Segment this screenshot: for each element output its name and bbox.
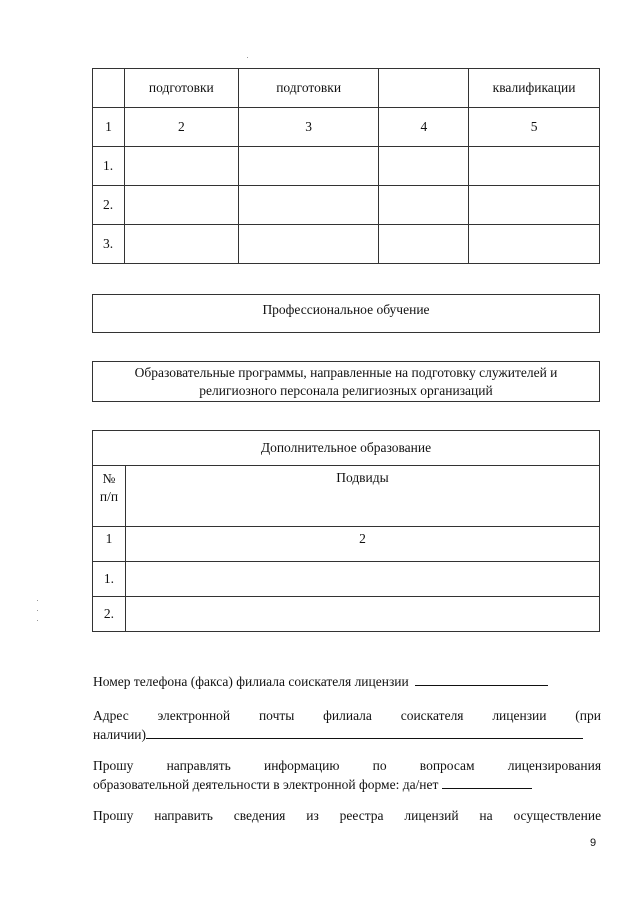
request-registry-word: осуществление [513,808,602,823]
table-cell [469,225,600,264]
table-cell [124,147,238,186]
religious-programs-line1: Образовательные программы, направленные на подготовку служителей и [134,365,558,380]
table-row [93,147,600,186]
table-numbering-row [93,108,600,147]
phone-label: Номер телефона (факса) филиала соискателя лицензии [93,674,409,689]
table-title-row [93,431,600,466]
request-registry-word: реестра [339,808,384,823]
request-info-word: информацию [263,758,340,773]
row-number: 1. [93,562,126,597]
table-cell [125,597,599,632]
table-header-cell: подготовки [238,69,379,108]
table-header-cell [379,69,469,108]
email-line2-label: наличии) [93,727,147,742]
additional-education-table [92,430,600,632]
programs-table [92,68,600,264]
additional-education-title: Дополнительное образование [93,431,600,466]
table-header-row [93,69,600,108]
professional-training-box [92,294,600,333]
email-word: (при [575,708,601,723]
email-word: почты [258,708,295,723]
table-numbering-row [93,527,600,562]
request-info-line2 [93,775,601,794]
table-cell: 1 [93,527,126,562]
table-header-cell: подготовки [124,69,238,108]
table-cell [125,562,599,597]
request-info-word: по [372,758,387,773]
table-cell: 2 [125,527,599,562]
request-registry-word: направить [154,808,213,823]
table-row [93,186,600,225]
scan-speck [37,600,38,601]
table-cell [124,186,238,225]
table-cell: 2 [124,108,238,147]
scan-speck [37,620,38,621]
request-registry-word: Прошу [93,808,134,823]
table-cell [379,186,469,225]
number-header-line2: п/п [99,489,119,504]
table-row [93,597,600,632]
table-cell [124,225,238,264]
row-number: 3. [93,225,125,264]
table-cell: 5 [469,108,600,147]
table-cell [238,186,379,225]
request-info-word: вопросам [419,758,475,773]
table-header-row [93,466,600,527]
table-cell: 4 [379,108,469,147]
table-row [93,225,600,264]
table-row [93,562,600,597]
request-info-word: лицензирования [507,758,602,773]
request-registry-word: сведения [233,808,286,823]
table-cell: 3 [238,108,379,147]
email-word: соискателя [400,708,464,723]
table-cell [238,147,379,186]
number-header [93,466,126,527]
request-registry-word: лицензий [404,808,459,823]
request-registry-line1 [93,806,601,825]
scan-speck [247,57,248,58]
table-header-cell: квалификации [469,69,600,108]
email-word: Адрес [93,708,129,723]
table-cell [379,225,469,264]
religious-programs-box [92,361,600,402]
table-cell: 1 [93,108,125,147]
email-word: электронной [157,708,231,723]
request-info-word: направлять [166,758,231,773]
row-number: 2. [93,186,125,225]
request-registry-word: на [479,808,493,823]
request-registry-paragraph [93,806,601,825]
table-cell [469,147,600,186]
phone-line [93,672,601,691]
email-word: филиала [323,708,372,723]
table-cell [238,225,379,264]
table-cell [469,186,600,225]
subtypes-header: Подвиды [125,466,599,527]
email-blank[interactable] [146,725,583,739]
number-header-line1: № [102,471,116,486]
email-line2 [93,725,601,744]
page-number: 9 [590,837,597,849]
request-info-paragraph [93,756,601,794]
request-registry-word: из [306,808,319,823]
email-word: лицензии [492,708,547,723]
religious-programs-line2: религиозного персонала религиозных организаций [199,383,493,398]
row-number: 1. [93,147,125,186]
request-info-line2-label: образовательной деятельности в электронной форме: да/нет [93,777,439,792]
email-line1 [93,706,601,725]
request-info-word: Прошу [93,758,134,773]
row-number: 2. [93,597,126,632]
table-cell [93,69,125,108]
request-info-line1 [93,756,601,775]
phone-blank[interactable] [415,672,548,686]
table-cell [379,147,469,186]
professional-training-label: Профессиональное обучение [262,302,430,317]
scan-speck [37,610,38,611]
yes-no-blank[interactable] [442,775,532,789]
email-paragraph [93,706,601,744]
